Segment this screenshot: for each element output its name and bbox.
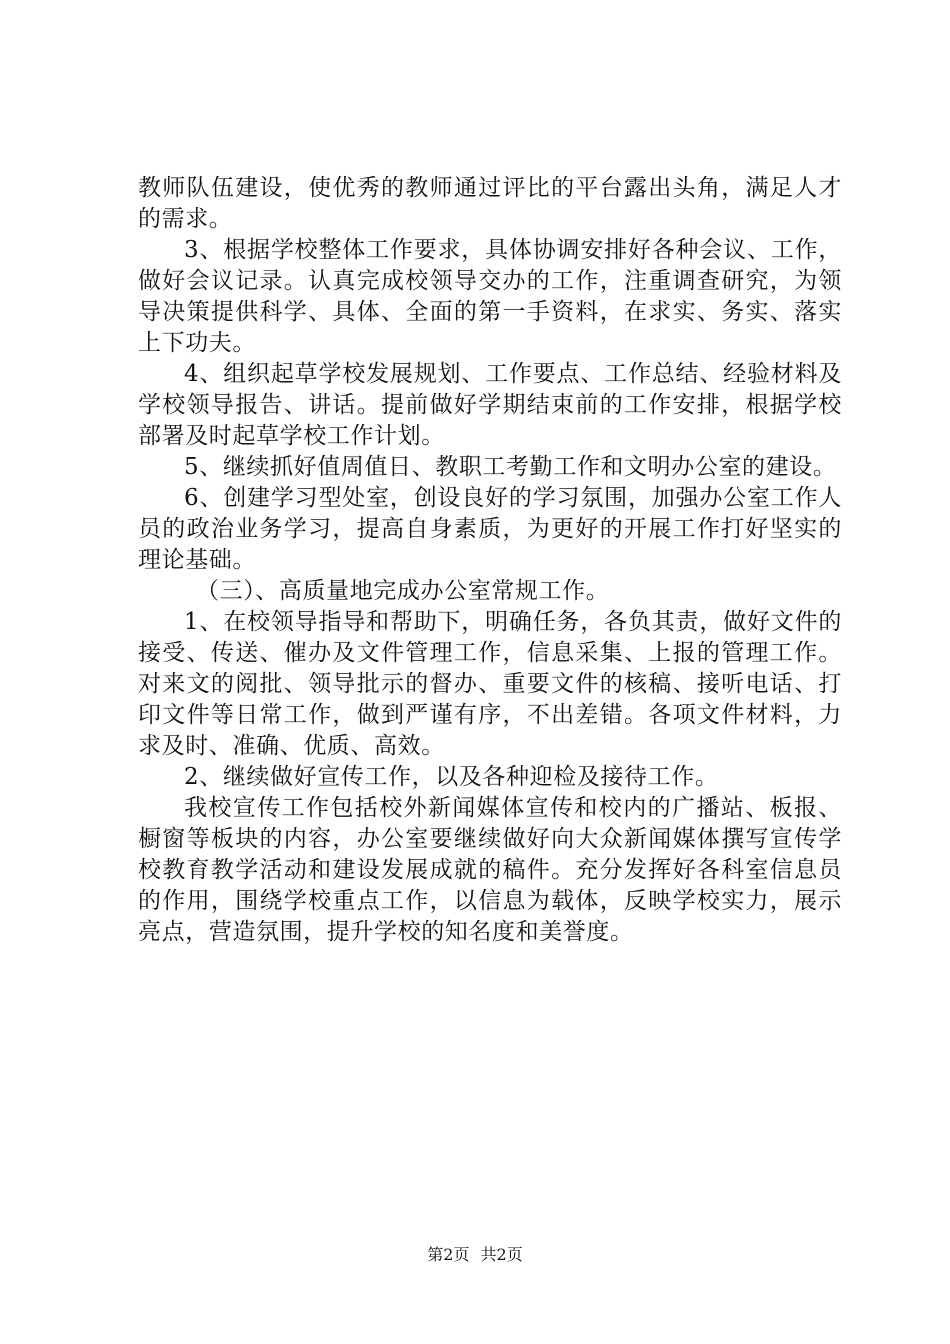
document-body [138, 173, 842, 948]
page-total: 共2页 [480, 1245, 523, 1264]
paragraph-item-5: 5、继续抓好值周值日、教职工考勤工作和文明办公室的建设。 [184, 454, 837, 480]
paragraph-continuation: 教师队伍建设，使优秀的教师通过评比的平台露出头角，满足人才的需求。 [138, 175, 842, 232]
paragraph-sub-item-1: 1、在校领导指导和帮助下，明确任务，各负其责，做好文件的接受、传送、催办及文件管理工作，信息采集、上报的管理工作。对来文的阅批、领导批示的督办、重要文件的核稿、接听电话、打印文件等日常工作，做到严谨有序，不出差错。各项文件材料，力求及时、准确、优质、高效。 [138, 609, 842, 759]
paragraph-publicity: 我校宣传工作包括校外新闻媒体宣传和校内的广播站、板报、橱窗等板块的内容，办公室要继续做好向大众新闻媒体撰写宣传学校教育教学活动和建设发展成就的稿件。充分发挥好各科室信息员的作用，围绕学校重点工作，以信息为载体，反映学校实力，展示亮点，营造氛围，提升学校的知名度和美誉度。 [138, 795, 842, 945]
page-footer [0, 1245, 950, 1265]
section-heading-3: （三）、高质量地完成办公室常规工作。 [196, 578, 610, 604]
paragraph-item-6: 6、创建学习型处室，创设良好的学习氛围，加强办公室工作人员的政治业务学习，提高自身素质，为更好的开展工作打好坚实的理论基础。 [138, 485, 842, 573]
paragraph-item-4: 4、组织起草学校发展规划、工作要点、工作总结、经验材料及学校领导报告、讲话。提前做好学期结束前的工作安排，根据学校部署及时起草学校工作计划。 [138, 361, 842, 449]
paragraph-sub-item-2: 2、继续做好宣传工作，以及各种迎检及接待工作。 [184, 764, 719, 790]
page-number: 第2页 [427, 1245, 470, 1264]
paragraph-item-3: 3、根据学校整体工作要求，具体协调安排好各种会议、工作，做好会议记录。认真完成校领导交办的工作，注重调查研究，为领导决策提供科学、具体、全面的第一手资料，在求实、务实、落实上下功夫。 [138, 237, 842, 356]
